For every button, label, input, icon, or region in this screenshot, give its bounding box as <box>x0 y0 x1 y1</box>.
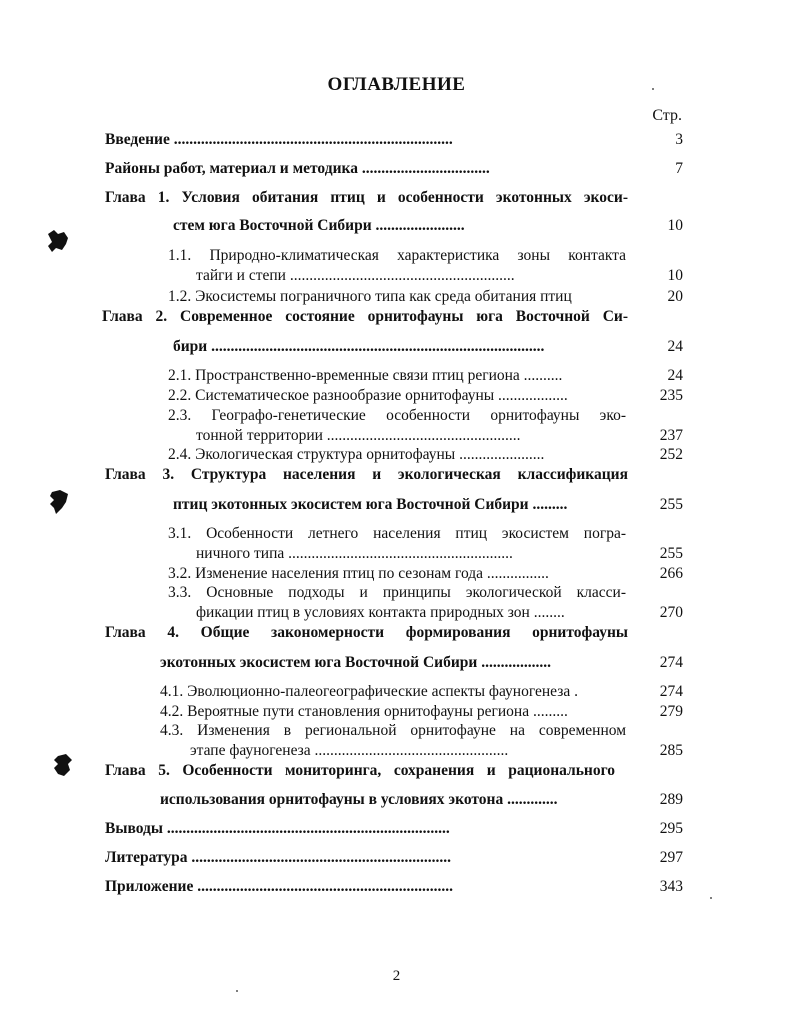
toc-entry-4-1: 4.1. Эволюционно-палеогеографические аспекты фауногенеза . <box>160 683 578 700</box>
page-column-header: Стр. <box>652 107 682 124</box>
toc-entry-3-1: 3.1. Особенности летнего населения птиц экосистем погра- <box>168 525 626 542</box>
ink-blot-2 <box>46 488 72 518</box>
toc-entry-3-3-cont: фикации птиц в условиях контакта природных зон ........ <box>196 604 565 621</box>
toc-title: ОГЛАВЛЕНИЕ <box>327 74 466 95</box>
scan-speck <box>236 990 238 992</box>
ink-blot-1 <box>44 228 72 254</box>
toc-entry-4-3-cont: этапе фауногенеза .................................................. <box>190 742 509 759</box>
toc-entry-3-3: 3.3. Основные подходы и принципы экологической класси- <box>168 584 626 601</box>
toc-entry-chapter-4: Глава 4. Общие закономерности формирования орнитофауны <box>105 624 628 641</box>
toc-page-literature: 297 <box>659 849 683 866</box>
toc-page-chapter-1: 10 <box>667 217 683 234</box>
toc-entry-2-3: 2.3. Географо-генетические особенности орнитофауны эко- <box>168 407 626 424</box>
toc-page-2-2: 235 <box>659 387 683 404</box>
toc-entry-chapter-5-cont: использования орнитофауны в условиях экотона ............. <box>160 791 558 808</box>
toc-entry-chapter-3-cont: птиц экотонных экосистем юга Восточной Сибири ......... <box>173 496 568 513</box>
toc-entry-chapter-3: Глава 3. Структура населения и экологическая классификация <box>105 466 628 483</box>
toc-page-4-3: 285 <box>659 742 683 759</box>
toc-entry-2-4: 2.4. Экологическая структура орнитофауны ...................... <box>168 446 545 463</box>
toc-page-3-1: 255 <box>659 545 683 562</box>
scan-speck <box>710 897 712 899</box>
toc-page-3-2: 266 <box>659 565 683 582</box>
toc-page-4-2: 279 <box>659 703 683 720</box>
toc-entry-4-3: 4.3. Изменения в региональной орнитофауне на современном <box>160 722 626 739</box>
toc-page-2-4: 252 <box>659 446 683 463</box>
toc-page-chapter-2: 24 <box>667 338 683 355</box>
toc-page-2-3: 237 <box>659 427 683 444</box>
toc-entry-chapter-1-cont: стем юга Восточной Сибири ....................... <box>173 217 465 234</box>
toc-page-1-2: 20 <box>667 288 683 305</box>
toc-page-1-1: 10 <box>667 267 683 284</box>
toc-entry-chapter-4-cont: экотонных экосистем юга Восточной Сибири .................. <box>160 654 551 671</box>
toc-entry-appendix: Приложение .................................................................. <box>105 878 453 895</box>
toc-entry-2-2: 2.2. Систематическое разнообразие орнитофауны .................. <box>168 387 568 404</box>
toc-entry-4-2: 4.2. Вероятные пути становления орнитофауны региона ......... <box>160 703 568 720</box>
toc-entry-chapter-5: Глава 5. Особенности мониторинга, сохранения и рационального <box>105 762 615 779</box>
toc-entry-chapter-1: Глава 1. Условия обитания птиц и особенности экотонных экоси- <box>105 189 628 206</box>
toc-entry-3-2: 3.2. Изменение населения птиц по сезонам года ................ <box>168 565 549 582</box>
toc-page-3-3: 270 <box>659 604 683 621</box>
toc-page-4-1: 274 <box>659 683 683 700</box>
toc-page-appendix: 343 <box>659 878 683 895</box>
toc-entry-2-1: 2.1. Пространственно-временные связи птиц региона .......... <box>168 367 563 384</box>
toc-page-methods: 7 <box>675 160 683 177</box>
toc-entry-2-3-cont: тонной территории .................................................. <box>196 427 521 444</box>
toc-page-2-1: 24 <box>667 367 683 384</box>
toc-entry-conclusions: Выводы ......................................................................... <box>105 820 450 837</box>
toc-entry-methods: Районы работ, материал и методика ................................. <box>105 160 490 177</box>
toc-page-intro: 3 <box>675 131 683 148</box>
toc-page-chapter-4: 274 <box>659 654 683 671</box>
toc-entry-1-1: 1.1. Природно-климатическая характеристика зоны контакта <box>168 247 626 264</box>
toc-entry-chapter-2-cont: бири ...................................................................................... <box>173 338 545 355</box>
scan-speck <box>652 88 654 90</box>
toc-entry-chapter-2: Глава 2. Современное состояние орнитофауны юга Восточной Си- <box>102 308 628 325</box>
toc-page-chapter-5: 289 <box>659 791 683 808</box>
toc-page-chapter-3: 255 <box>659 496 683 513</box>
toc-entry-literature: Литература ................................................................... <box>105 849 451 866</box>
ink-blot-3 <box>50 752 76 780</box>
toc-entry-intro: Введение ........................................................................ <box>105 131 453 148</box>
toc-entry-1-2: 1.2. Экосистемы пограничного типа как среда обитания птиц <box>168 288 572 305</box>
toc-page-conclusions: 295 <box>659 820 683 837</box>
toc-entry-3-1-cont: ничного типа .......................................................... <box>196 545 513 562</box>
page-number: 2 <box>392 968 401 984</box>
toc-entry-1-1-cont: тайги и степи .......................................................... <box>196 267 515 284</box>
